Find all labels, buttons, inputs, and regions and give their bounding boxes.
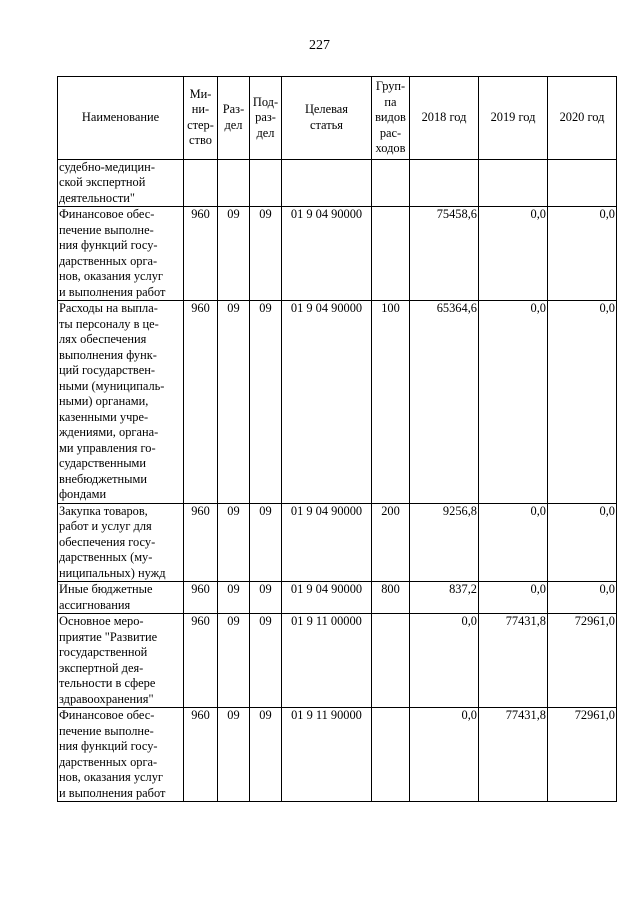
cell-2018	[410, 159, 479, 207]
cell-2020	[548, 159, 617, 207]
cell-subsection: 09	[250, 503, 282, 582]
cell-name: Иные бюджетные ассигнования	[58, 582, 184, 614]
table-row	[58, 503, 617, 582]
cell-section: 09	[218, 582, 250, 614]
cell-2020: 72961,0	[548, 614, 617, 708]
cell-target: 01 9 04 90000	[282, 503, 372, 582]
cell-expense-group: 200	[372, 503, 410, 582]
budget-table	[57, 76, 617, 802]
cell-2019: 0,0	[479, 301, 548, 504]
table-row	[58, 614, 617, 708]
cell-expense-group	[372, 708, 410, 802]
cell-target: 01 9 11 00000	[282, 614, 372, 708]
cell-name: Финансовое обес- печение выполне- ния функций госу- дарственных орга- нов, оказания услуг и выполнения работ	[58, 708, 184, 802]
header-subsection: Под- раз- дел	[250, 77, 282, 160]
header-name: Наименование	[58, 77, 184, 160]
table-row	[58, 301, 617, 504]
cell-subsection: 09	[250, 207, 282, 301]
cell-subsection: 09	[250, 582, 282, 614]
cell-target: 01 9 04 90000	[282, 582, 372, 614]
cell-2020: 0,0	[548, 582, 617, 614]
cell-section: 09	[218, 301, 250, 504]
cell-ministry	[184, 159, 218, 207]
cell-2018: 9256,8	[410, 503, 479, 582]
cell-target	[282, 159, 372, 207]
cell-2019: 0,0	[479, 582, 548, 614]
cell-expense-group: 800	[372, 582, 410, 614]
table-row	[58, 582, 617, 614]
cell-name: Закупка товаров, работ и услуг для обеспечения госу- дарственных (му- ниципальных) нужд	[58, 503, 184, 582]
cell-section: 09	[218, 207, 250, 301]
cell-2020: 0,0	[548, 503, 617, 582]
table-header-row	[58, 77, 617, 160]
cell-2018: 65364,6	[410, 301, 479, 504]
header-2020: 2020 год	[548, 77, 617, 160]
cell-ministry: 960	[184, 582, 218, 614]
table-row	[58, 708, 617, 802]
header-section: Раз- дел	[218, 77, 250, 160]
cell-2019	[479, 159, 548, 207]
header-target: Целевая статья	[282, 77, 372, 160]
cell-subsection: 09	[250, 614, 282, 708]
cell-ministry: 960	[184, 614, 218, 708]
cell-ministry: 960	[184, 708, 218, 802]
cell-2020: 72961,0	[548, 708, 617, 802]
cell-2019: 0,0	[479, 207, 548, 301]
cell-subsection	[250, 159, 282, 207]
cell-subsection: 09	[250, 301, 282, 504]
cell-name: Расходы на выпла- ты персоналу в це- лях обеспечения выполнения функ- ций государствен- ными (муниципаль- ными) органами, казенными учре- ждениями, органа- ми управления го- сударственными внебюджетными фондами	[58, 301, 184, 504]
cell-2020: 0,0	[548, 207, 617, 301]
cell-2019: 77431,8	[479, 614, 548, 708]
header-2018: 2018 год	[410, 77, 479, 160]
cell-2018: 0,0	[410, 708, 479, 802]
cell-section: 09	[218, 503, 250, 582]
cell-target: 01 9 11 90000	[282, 708, 372, 802]
cell-target: 01 9 04 90000	[282, 301, 372, 504]
cell-2019: 0,0	[479, 503, 548, 582]
cell-target: 01 9 04 90000	[282, 207, 372, 301]
table-row	[58, 159, 617, 207]
header-expense-group: Груп- па видов рас- ходов	[372, 77, 410, 160]
cell-expense-group	[372, 159, 410, 207]
cell-ministry: 960	[184, 503, 218, 582]
cell-subsection: 09	[250, 708, 282, 802]
cell-expense-group	[372, 614, 410, 708]
cell-ministry: 960	[184, 301, 218, 504]
cell-name: Финансовое обес- печение выполне- ния функций госу- дарственных орга- нов, оказания услуг и выполнения работ	[58, 207, 184, 301]
cell-expense-group	[372, 207, 410, 301]
page-number: 227	[309, 38, 330, 53]
cell-2020: 0,0	[548, 301, 617, 504]
cell-2018: 837,2	[410, 582, 479, 614]
header-ministry: Ми- ни- стер- ство	[184, 77, 218, 160]
cell-2018: 75458,6	[410, 207, 479, 301]
cell-name: Основное меро- приятие "Развитие государственной экспертной дея- тельности в сфере здравоохранения"	[58, 614, 184, 708]
cell-expense-group: 100	[372, 301, 410, 504]
header-2019: 2019 год	[479, 77, 548, 160]
table-row	[58, 207, 617, 301]
cell-section: 09	[218, 708, 250, 802]
cell-name: судебно-медицин- ской экспертной деятельности"	[58, 159, 184, 207]
cell-section: 09	[218, 614, 250, 708]
cell-2018: 0,0	[410, 614, 479, 708]
cell-2019: 77431,8	[479, 708, 548, 802]
cell-ministry: 960	[184, 207, 218, 301]
cell-section	[218, 159, 250, 207]
